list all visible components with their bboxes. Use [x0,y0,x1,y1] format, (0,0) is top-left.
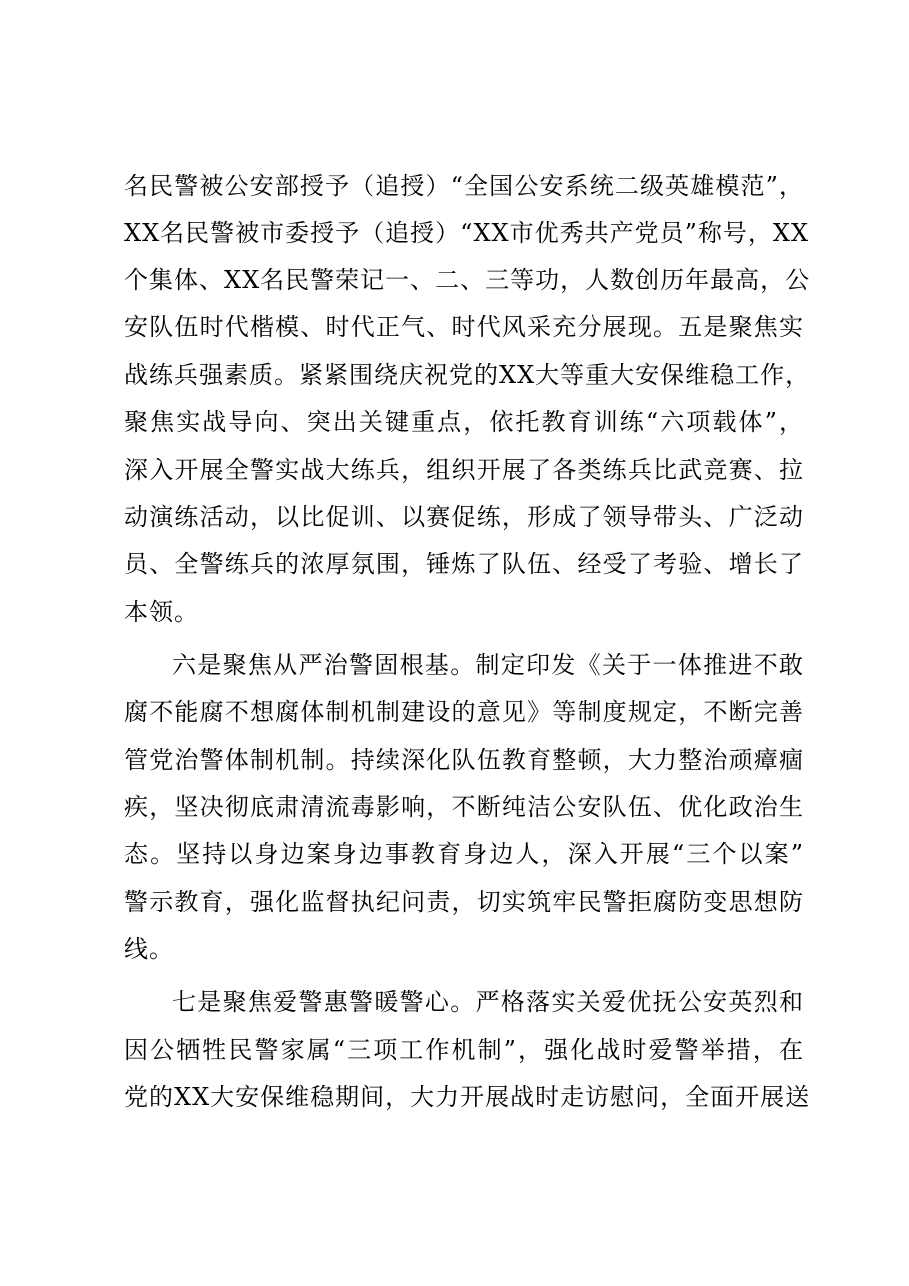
text-line: 线。 [124,935,174,963]
text-line: 聚焦实战导向、突出关键重点，依托教育训练“六项载体”， [124,408,804,436]
text-line: 战练兵强素质。紧紧围绕庆祝党的XX大等重大安保维稳工作， [124,361,811,389]
paragraph-first-line: 六是聚焦从严治警固根基。制定印发《关于一体推进不敢 [172,651,804,679]
text-line: 员、全警练兵的浓厚氛围，锤炼了队伍、经受了考验、增长了 [124,550,804,578]
text-line: 个集体、XX名民警荣记一、二、三等功，人数创历年最高，公 [124,266,811,294]
text-line: 党的XX大安保维稳期间，大力开展战时走访慰问，全面开展送 [124,1083,811,1111]
text-line: 动演练活动，以比促训、以赛促练，形成了领导带头、广泛动 [124,503,804,531]
text-line: 深入开展全警实战大练兵，组织开展了各类练兵比武竞赛、拉 [124,456,804,484]
text-line: 安队伍时代楷模、时代正气、时代风采充分展现。五是聚焦实 [124,313,804,341]
text-line: 本领。 [124,598,199,626]
text-line: 腐不能腐不想腐体制机制建设的意见》等制度规定，不断完善 [124,698,804,726]
text-line: 警示教育，强化监督执纪问责，切实筑牢民警拒腐防变思想防 [124,888,804,916]
text-line: 管党治警体制机制。持续深化队伍教育整顿，大力整治顽瘴痼 [124,746,804,774]
text-line: 因公牺牲民警家属“三项工作机制”，强化战时爱警举措，在 [124,1036,804,1064]
text-line: 名民警被公安部授予（追授）“全国公安系统二级英雄模范”， [124,172,804,200]
text-line: 疾，坚决彻底肃清流毒影响，不断纯洁公安队伍、优化政治生 [124,793,804,821]
text-line: XX名民警被市委授予（追授）“XX市优秀共产党员”称号，XX [124,219,810,247]
paragraph-first-line: 七是聚焦爱警惠警暖警心。严格落实关爱优抚公安英烈和 [172,988,804,1016]
text-line: 态。坚持以身边案身边事教育身边人，深入开展“三个以案” [124,840,804,868]
